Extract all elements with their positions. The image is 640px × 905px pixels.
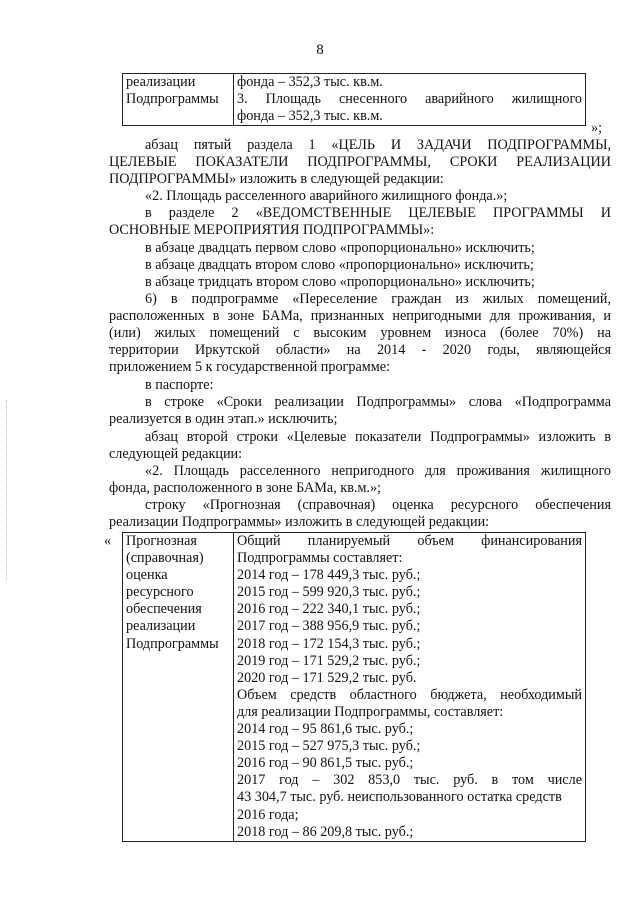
table-value-line: фонда – 352,3 тыс. кв.м. xyxy=(237,74,383,90)
financing-value-cell xyxy=(234,533,586,842)
financing-year-line: 2017 год – 388 956,9 тыс. руб.; xyxy=(237,618,421,635)
financing-label-cell xyxy=(123,533,234,842)
paragraph-line: абзац пятый раздела 1 «ЦЕЛЬ И ЗАДАЧИ ПОДПРОГРАММЫ, xyxy=(145,137,611,153)
table-value-line: 43 304,7 тыс. руб. неиспользованного остатка средств xyxy=(237,789,562,806)
paragraph-line: в разделе 2 «ВЕДОМСТВЕННЫЕ ЦЕЛЕВЫЕ ПРОГРАММЫ И xyxy=(145,205,611,221)
amendment-paragraph-2 xyxy=(109,188,611,205)
financing-table xyxy=(122,532,586,842)
financing-year-line: 2019 год – 171 529,2 тыс. руб.; xyxy=(237,652,421,669)
table-value-line: фонда – 352,3 тыс. кв.м. xyxy=(237,108,383,125)
paragraph-line: ПОДПРОГРАММЫ» изложить в следующей редакции: xyxy=(109,171,444,188)
page-number: 8 xyxy=(316,42,324,58)
table-value-cell xyxy=(234,74,586,126)
paragraph-line: строку «Прогнозная (справочная) оценка ресурсного обеспечения xyxy=(145,497,611,513)
paragraph-line: (или) жилых помещений с высоким уровнем износа (более 70%) на xyxy=(109,325,611,342)
financing-year-line: 2018 год – 172 154,3 тыс. руб.; xyxy=(237,635,421,652)
regional-budget-year-line: 2017 год – 302 853,0 тыс. руб. в том числе xyxy=(237,772,582,789)
amendment-paragraph-12 xyxy=(109,497,611,531)
table-value-line: 2016 года; xyxy=(237,806,299,823)
regional-budget-year-line: 2014 год – 95 861,6 тыс. руб.; xyxy=(237,721,414,738)
table-value-line: 3. Площадь снесенного аварийного жилищного xyxy=(237,91,582,108)
paragraph-line: ОСНОВНЫЕ МЕРОПРИЯТИЯ ПОДПРОГРАММЫ»: xyxy=(109,222,435,239)
paragraph-line: расположенных в зоне БАМа, признанных непригодными для проживания, и xyxy=(109,308,611,325)
paragraph-line: фонда, расположенного в зоне БАМа, кв.м.»; xyxy=(109,480,381,497)
paragraph-line: абзац второй строки «Целевые показатели Подпрограммы» изложить в xyxy=(145,429,611,445)
closing-quote: »; xyxy=(591,120,603,136)
table-label-line: Подпрограммы xyxy=(126,635,219,652)
table-label-line: Подпрограммы xyxy=(126,91,219,108)
table-label-line: (справочная) xyxy=(126,550,204,567)
table-label-line: Прогнозная xyxy=(126,533,197,549)
paragraph-line: «2. Площадь расселенного аварийного жилищного фонда.»; xyxy=(145,188,508,204)
amendment-paragraph-7 xyxy=(109,291,611,376)
paragraph-line: в абзаце двадцать втором слово «пропорционально» исключить; xyxy=(145,257,534,273)
financing-year-line: 2014 год – 178 449,3 тыс. руб.; xyxy=(237,567,421,584)
paragraph-line: в абзаце тридцать втором слово «пропорционально» исключить; xyxy=(145,274,535,290)
table-label-line: оценка xyxy=(126,567,168,584)
financing-year-line: 2020 год – 171 529,2 тыс. руб. xyxy=(237,669,417,686)
table-value-line: Объем средств областного бюджета, необходимый xyxy=(237,686,582,703)
paragraph-line: реализации Подпрограммы» изложить в следующей редакции: xyxy=(109,514,490,531)
paragraph-line: ЦЕЛЕВЫЕ ПОКАЗАТЕЛИ ПОДПРОГРАММЫ, СРОКИ РЕАЛИЗАЦИИ xyxy=(109,154,611,171)
amendment-paragraph-6 xyxy=(109,274,611,291)
amendment-paragraph-10 xyxy=(109,429,611,463)
amendment-paragraph-3 xyxy=(109,205,611,239)
paragraph-line: «2. Площадь расселенного непригодного для проживания жилищного xyxy=(145,463,611,479)
regional-budget-year-line: 2018 год – 86 209,8 тыс. руб.; xyxy=(237,823,414,840)
paragraph-line: в строке «Сроки реализации Подпрограммы» слова «Подпрограмма xyxy=(145,394,611,410)
amendment-paragraph-8 xyxy=(109,377,611,394)
table-label-line: реализации xyxy=(126,74,196,90)
amendment-paragraph-11 xyxy=(109,463,611,497)
financing-year-line: 2015 год – 599 920,3 тыс. руб.; xyxy=(237,584,421,601)
table-value-line: для реализации Подпрограммы, составляет: xyxy=(237,703,504,720)
regional-budget-year-line: 2015 год – 527 975,3 тыс. руб.; xyxy=(237,738,421,755)
paragraph-line: следующей редакции: xyxy=(109,446,243,463)
table-label-line: обеспечения xyxy=(126,601,202,618)
table-label-line: ресурсного xyxy=(126,584,194,601)
paragraph-line: 6) в подпрограмме «Переселение граждан из жилых помещений, xyxy=(145,291,611,307)
passport-table-fragment xyxy=(122,73,586,126)
regional-budget-year-line: 2016 год – 90 861,5 тыс. руб.; xyxy=(237,755,414,772)
paragraph-line: приложением 5 к государственной программе: xyxy=(109,359,390,376)
paragraph-line: территории Иркутской области» на 2014 - 2020 годы, являющейся xyxy=(109,342,611,359)
amendment-paragraph-4 xyxy=(109,240,611,257)
financing-year-line: 2016 год – 222 340,1 тыс. руб.; xyxy=(237,601,421,618)
amendment-paragraph-5 xyxy=(109,257,611,274)
paragraph-line: в абзаце двадцать первом слово «пропорционально» исключить; xyxy=(145,240,535,256)
table-label-line: реализации xyxy=(126,618,196,635)
table-value-line: Подпрограммы составляет: xyxy=(237,550,403,567)
paragraph-line: в паспорте: xyxy=(145,377,214,393)
amendment-paragraph-1 xyxy=(109,137,611,188)
scan-margin-marks xyxy=(6,400,8,580)
opening-quote: « xyxy=(104,533,112,549)
table-value-line: Общий планируемый объем финансирования xyxy=(237,533,582,549)
paragraph-line: реализуется в один этап.» исключить; xyxy=(109,411,338,428)
amendment-paragraph-9 xyxy=(109,394,611,428)
table-label-cell xyxy=(123,74,234,126)
